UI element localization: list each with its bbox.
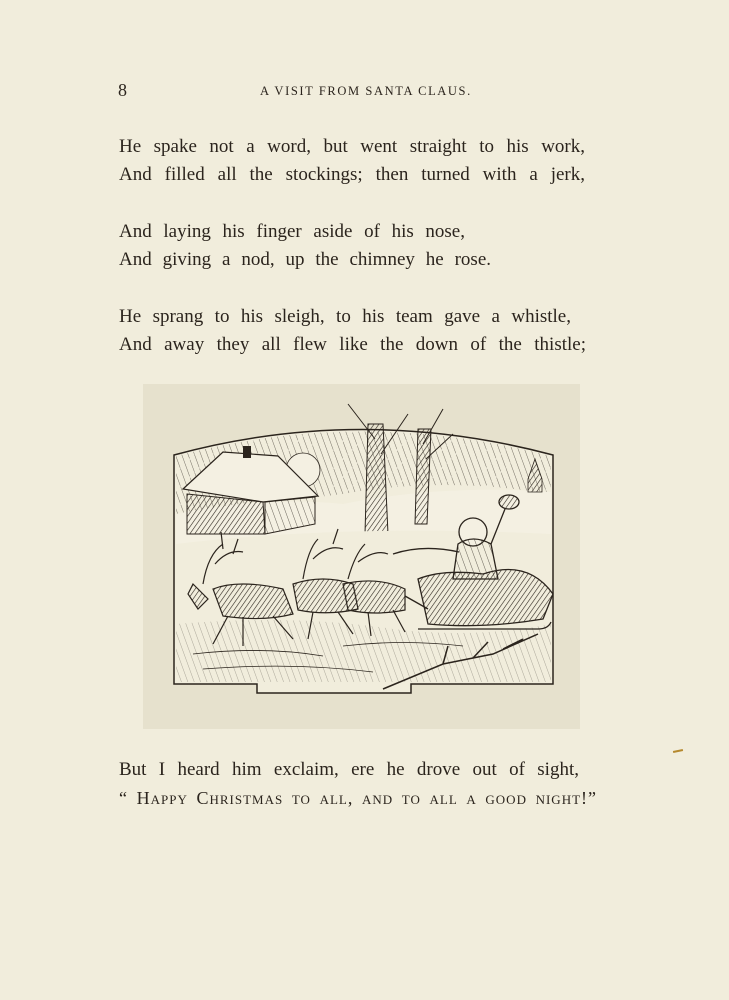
engraving-image: [143, 384, 580, 729]
verse-line: But I heard him exclaim, ere he drove out of sight,: [119, 759, 579, 780]
sleigh-illustration: [143, 384, 580, 729]
stanza: [119, 133, 585, 189]
verse-line: And laying his finger aside of his nose,: [119, 221, 465, 242]
verse-line: He sprang to his sleigh, to his team gave a whistle,: [119, 306, 571, 327]
page-header: [118, 80, 578, 104]
verse-line: He spake not a word, but went straight to his work,: [119, 136, 585, 157]
paper-mark: [673, 749, 683, 753]
stanza: [119, 756, 597, 812]
verse-line: And giving a nod, up the chimney he rose.: [119, 249, 491, 270]
verse-line: And filled all the stockings; then turned with a jerk,: [119, 164, 585, 185]
stanza: [119, 303, 586, 359]
stanza: [119, 218, 491, 274]
verse-line: And away they all flew like the down of the thistle;: [119, 334, 586, 355]
page-number: 8: [118, 80, 128, 100]
verse-line: “ Happy Christmas to all, and to all a good night!”: [119, 788, 597, 808]
running-title: A VISIT FROM SANTA CLAUS.: [260, 84, 472, 98]
